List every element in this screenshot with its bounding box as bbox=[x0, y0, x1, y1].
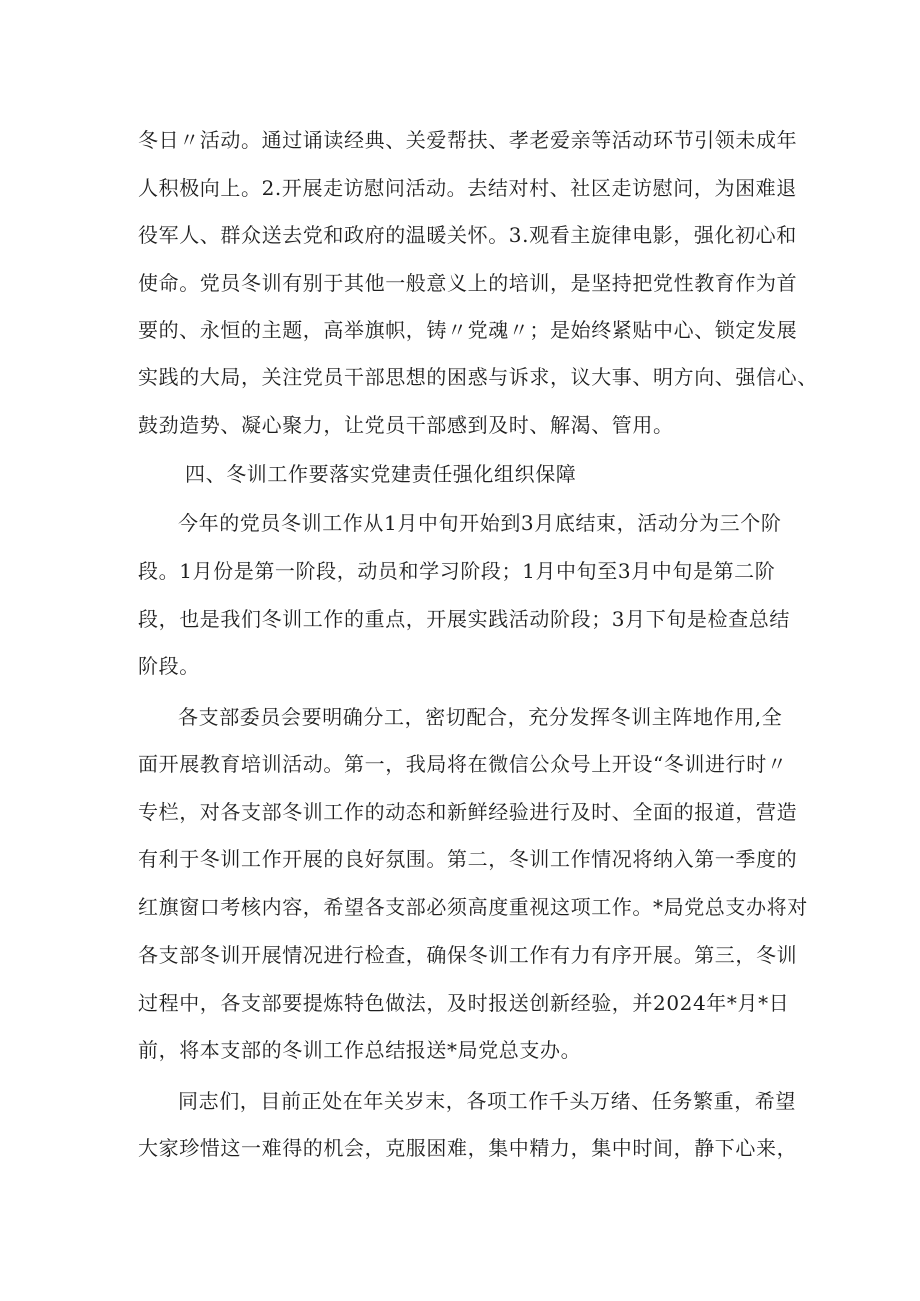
paragraph-line: 段，也是我们冬训工作的重点，开展实践活动阶段；3月下旬是检查总结 bbox=[138, 607, 790, 631]
paragraph-line: 要的、永恒的主题，高举旗帜，铸〃党魂〃；是始终紧贴中心、锁定发展 bbox=[138, 318, 798, 342]
paragraph-line: 过程中，各支部要提炼特色做法，及时报送创新经验，并2024年*月*日 bbox=[138, 991, 790, 1015]
paragraph-line: 阶段。 bbox=[138, 654, 200, 678]
paragraph-line: 段。1月份是第一阶段，动员和学习阶段；1月中旬至3月中旬是第二阶 bbox=[138, 559, 776, 583]
paragraph-line: 冬日〃活动。通过诵读经典、关爱帮扶、孝老爱亲等活动环节引领未成年 bbox=[138, 128, 798, 152]
paragraph-line: 各支部委员会要明确分工，密切配合，充分发挥冬训主阵地作用,全 bbox=[178, 705, 783, 729]
paragraph-line: 役军人、群众送去党和政府的温暖关怀。3.观看主旋律电影，强化初心和 bbox=[138, 223, 797, 247]
paragraph-line: 前，将本支部的冬训工作总结报送*局党总支办。 bbox=[138, 1038, 582, 1062]
paragraph-line: 专栏，对各支部冬训工作的动态和新鲜经验进行及时、全面的报道，营造 bbox=[138, 800, 798, 824]
paragraph-line: 鼓劲造势、凝心聚力，让党员干部感到及时、解渴、管用。 bbox=[138, 413, 674, 437]
paragraph-line: 今年的党员冬训工作从1月中旬开始到3月底结束，活动分为三个阶 bbox=[178, 511, 782, 535]
section-heading: 四、冬训工作要落实党建责任强化组织保障 bbox=[185, 462, 577, 486]
paragraph-line: 使命。党员冬训有别于其他一般意义上的培训，是坚持把党性教育作为首 bbox=[138, 271, 798, 295]
paragraph-line: 同志们，目前正处在年关岁末，各项工作千头万绪、任务繁重，希望 bbox=[178, 1089, 796, 1113]
paragraph-line: 大家珍惜这一难得的机会，克服困难，集中精力，集中时间，静下心来， bbox=[138, 1136, 798, 1160]
paragraph-line: 各支部冬训开展情况进行检查，确保冬训工作有力有序开展。第三，冬训 bbox=[138, 943, 798, 967]
paragraph-line: 实践的大局，关注党员干部思想的困惑与诉求，议大事、明方向、强信心、 bbox=[138, 365, 818, 389]
paragraph-line: 红旗窗口考核内容，希望各支部必须高度重视这项工作。*局党总支办将对 bbox=[138, 895, 808, 919]
paragraph-line: 人积极向上。2.开展走访慰问活动。去结对村、社区走访慰问，为困难退 bbox=[138, 176, 797, 200]
paragraph-line: 有利于冬训工作开展的良好氛围。第二，冬训工作情况将纳入第一季度的 bbox=[138, 847, 798, 871]
paragraph-line: 面开展教育培训活动。第一，我局将在微信公众号上开设“冬训进行时〃 bbox=[138, 752, 788, 776]
